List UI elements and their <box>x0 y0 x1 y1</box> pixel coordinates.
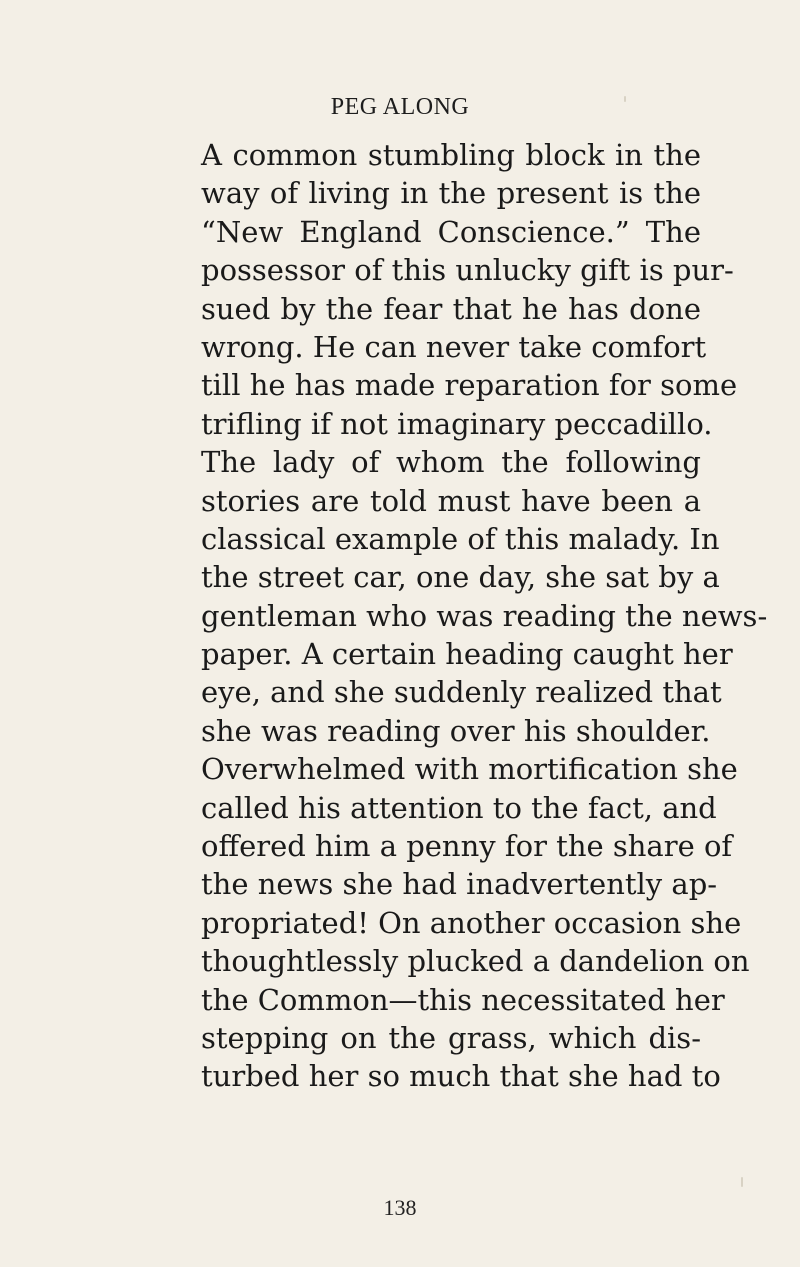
paper-speck <box>624 96 626 102</box>
text-line: thoughtlessly plucked a dandelion on <box>201 944 750 979</box>
text-line: The lady of whom the following <box>201 445 701 480</box>
text-line: A common stumbling block in the <box>201 138 701 172</box>
paper-speck <box>741 1177 743 1187</box>
body-text <box>201 136 768 1096</box>
text-line: stepping on the grass, which dis- <box>201 1020 701 1055</box>
text-line: trifling if not imaginary peccadillo. <box>201 406 713 441</box>
text-line: called his attention to the fact, and <box>201 790 717 825</box>
text-line: the news she had inadvertently ap- <box>201 867 718 902</box>
text-line: the Common—this necessitated her <box>201 982 725 1017</box>
text-line: paper. A certain heading caught her <box>201 637 733 672</box>
text-line: possessor of this unlucky gift is pur- <box>201 253 734 288</box>
text-line: turbed her so much that she had to <box>201 1059 721 1094</box>
text-line: gentleman who was reading the news- <box>201 598 768 633</box>
text-line: she was reading over his shoulder. <box>201 713 711 748</box>
text-line: propriated! On another occasion she <box>201 905 742 940</box>
running-head: PEG ALONG <box>330 94 470 120</box>
text-line: eye, and she suddenly realized that <box>201 675 722 710</box>
text-line: sued by the fear that he has done <box>201 291 701 326</box>
text-line: offered him a penny for the share of <box>201 829 733 864</box>
text-line: stories are told must have been a <box>201 483 701 518</box>
text-line: way of living in the present is the <box>201 176 701 211</box>
page-number: 138 <box>383 1195 417 1220</box>
text-line: till he has made reparation for some <box>201 368 738 403</box>
text-line: classical example of this malady. In <box>201 521 720 556</box>
text-line: “New England Conscience.” The <box>201 214 701 249</box>
text-line: wrong. He can never take comfort <box>201 329 707 364</box>
text-line: Overwhelmed with mortification she <box>201 752 738 787</box>
text-line: the street car, one day, she sat by a <box>201 560 720 595</box>
